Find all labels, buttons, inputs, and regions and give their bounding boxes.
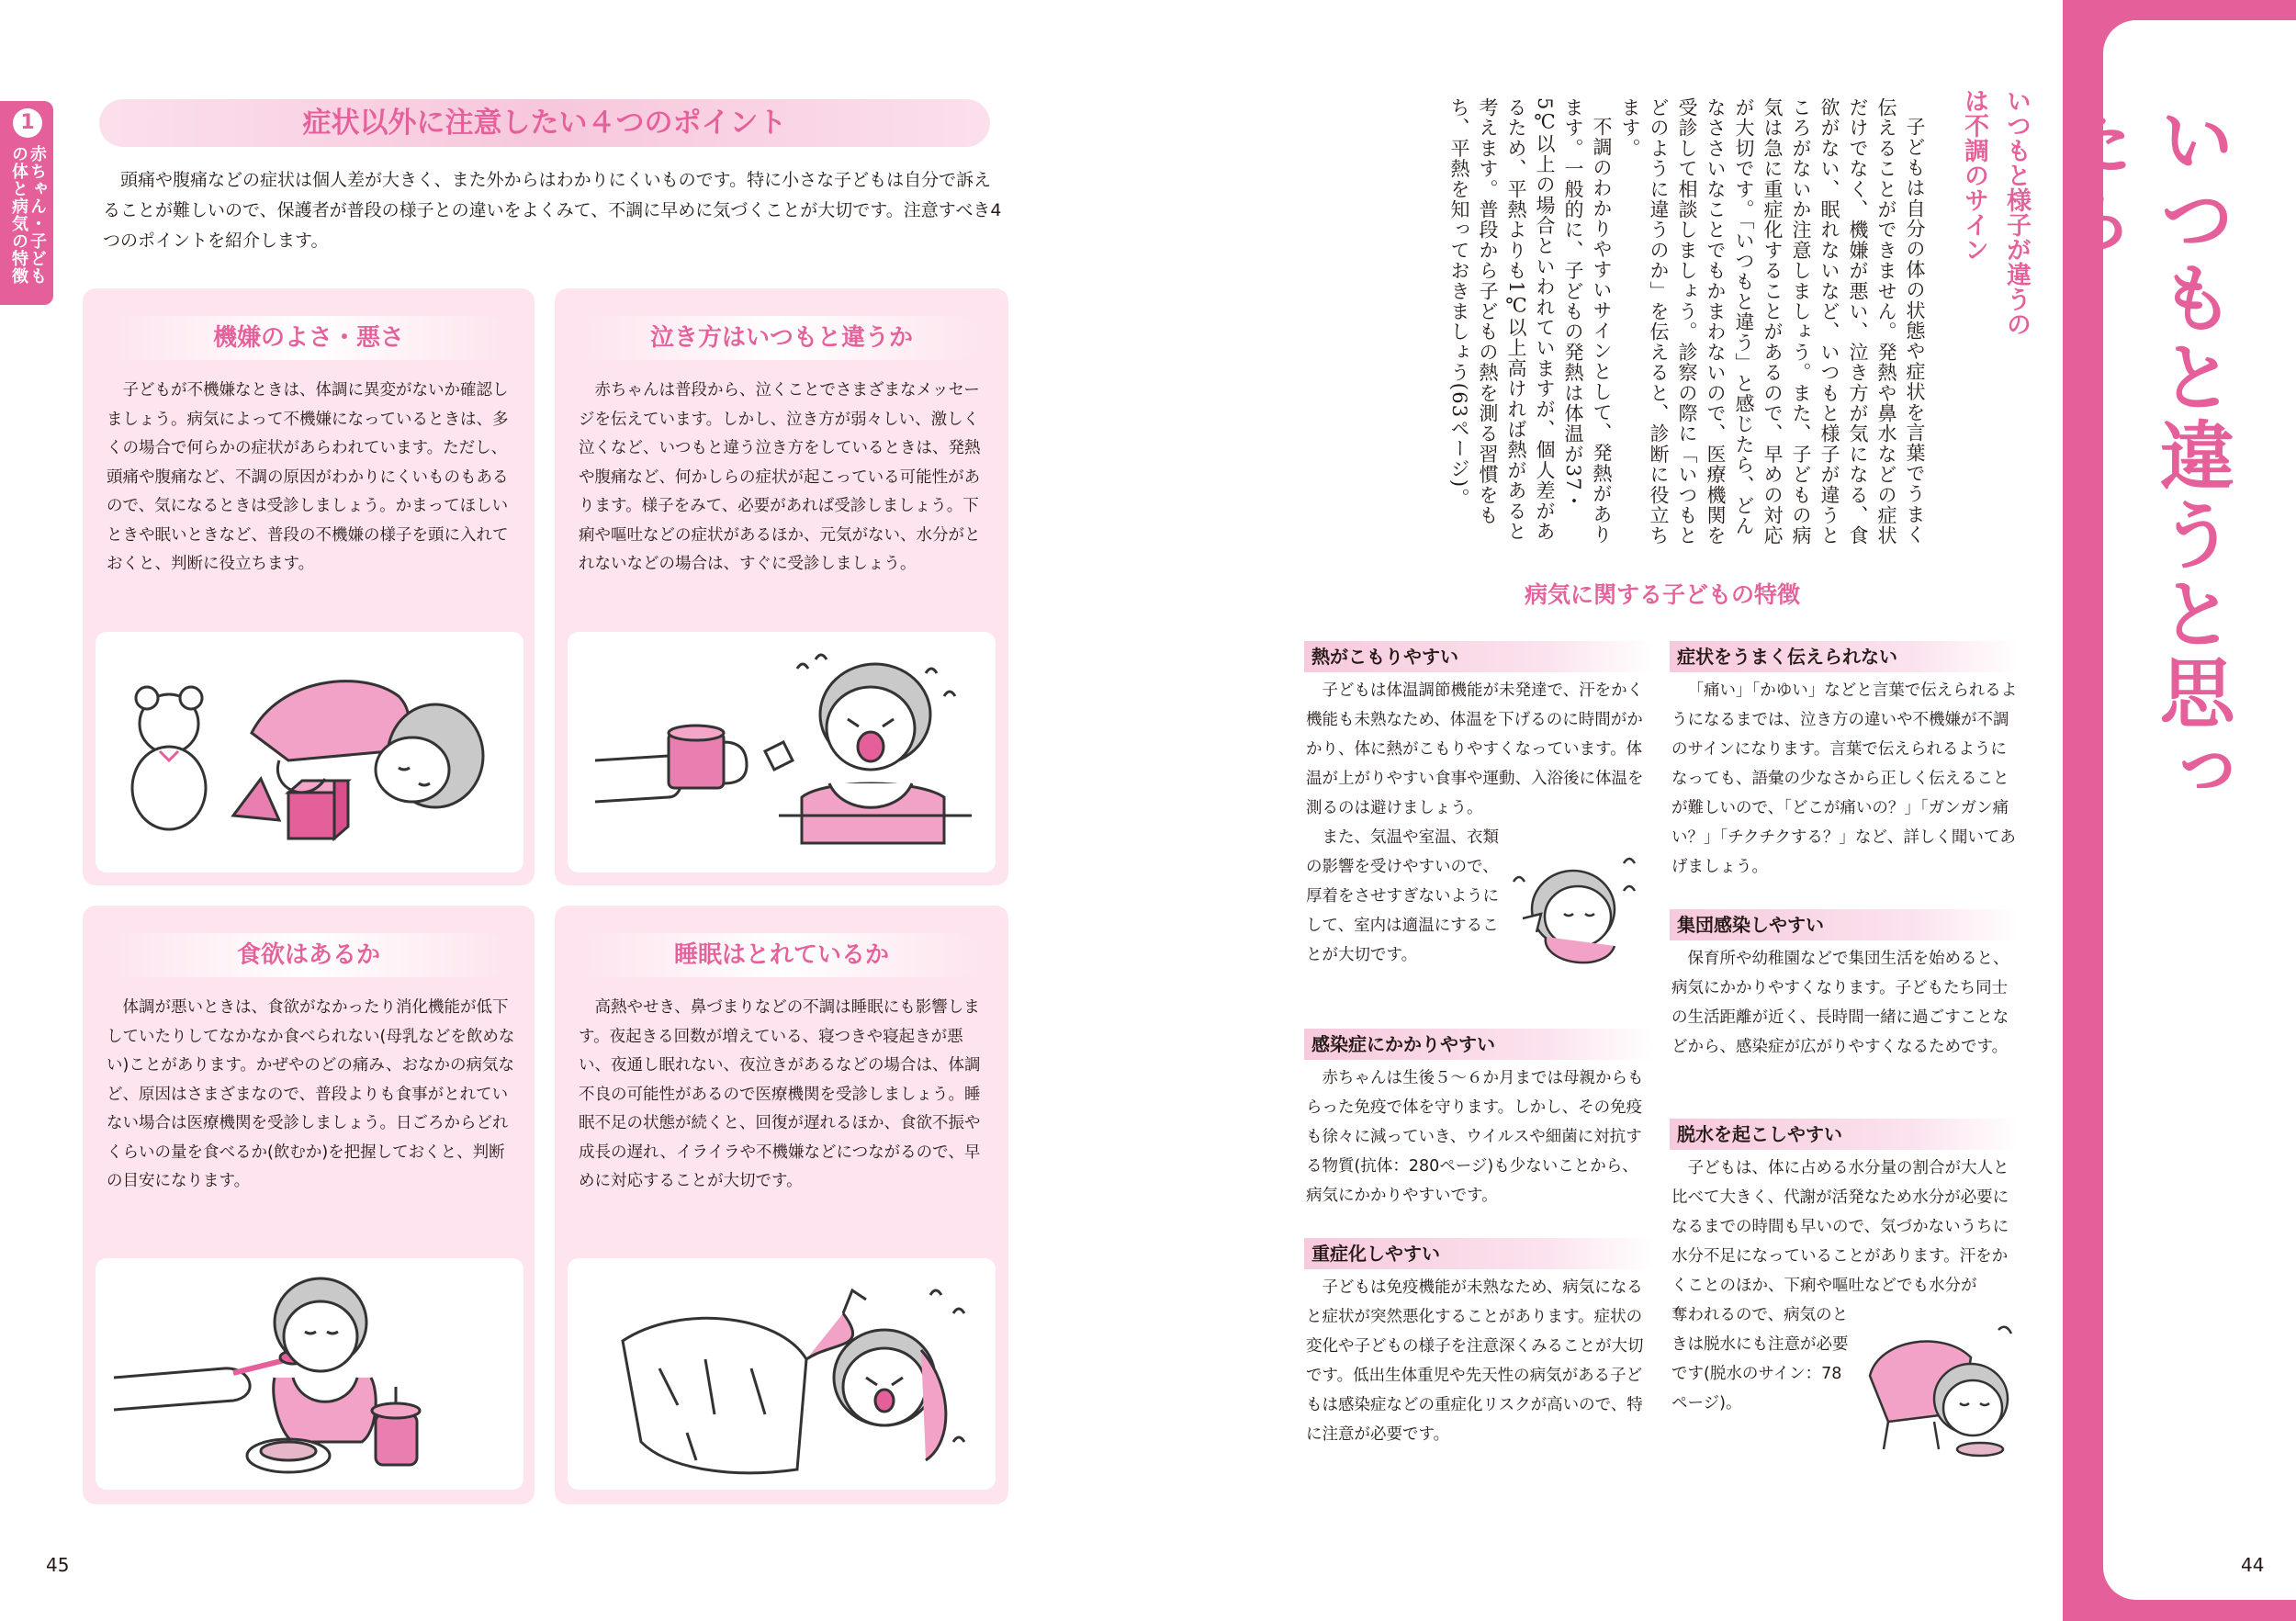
sweating-child-illustration bbox=[1504, 845, 1651, 983]
item-body-group-infection: 保育所や幼稚園などで集団生活を始めると、病気にかかりやすくなります。子どもたち同士の生活距離が近く、長時間一緒に過ごすことなどから、感染症が広がりやすくなるためです。 bbox=[1671, 950, 2009, 1056]
illustration-hot-child bbox=[1504, 845, 1651, 983]
point-title-mood: 機嫌のよさ・悪さ bbox=[110, 316, 507, 360]
characteristics-title: 病気に関する子どもの特徴 bbox=[1524, 581, 1800, 608]
item-title-heat: 熱がこもりやすい bbox=[1304, 641, 1653, 672]
item-body-dehydration-2: 奪われるので、病気のときは脱水にも注意が必要です(脱水のサイン：78ページ)。 bbox=[1671, 1306, 1849, 1413]
illustration-sleepy-baby bbox=[96, 632, 523, 872]
item-body-severity: 子どもは免疫機能が未熟なため、病気になると症状が突然悪化することがあります。症状の変化や子どもの様子を注意深くみることが大切です。低出生体重児や先天性の病気がある子どもは感染症などの重症化リスクが高いので、特に注意が必要です。 bbox=[1306, 1278, 1644, 1444]
point-title-appetite: 食欲はあるか bbox=[110, 933, 507, 977]
section-heading: いつもと様子が違うのは不調のサイン bbox=[1960, 88, 2031, 336]
item-body-heat: 子どもは体温調節機能が未発達で、汗をかく機能も未熟なため、体温を下げるのに時間がかかり、体に熱がこもりやすくなっています。体温が上がりやすい食事や運動、入浴後に体温を測るのは避けましょう。 bbox=[1306, 681, 1644, 817]
chapter-tab-label: 赤ちゃん・子どもの体と病気の特徴 bbox=[9, 145, 47, 285]
illustration-vomiting-child bbox=[1851, 1311, 2026, 1468]
item-body-dehydration: 子どもは、体に占める水分量の割合が大人と比べて大きく、代謝が活発なため水分が必要になるまでの時間も早いので、気づかないうちに水分不足になっていることがあります。汗をかくことのほか、下痢や嘔吐などでも水分が bbox=[1671, 1159, 2009, 1295]
point-body-appetite: 体調が悪いときは、食欲がなかったり消化機能が低下していたりしてなかなか食べられない(母乳などを飲めない)ことがあります。かぜやのどの痛み、おなかの病気など、原因はさまざまなので、普段よりも食事がとれていない場合は医療機関を受診しましょう。日ごろからどれくらいの量を食べるか(飲むか)を把握しておくと、判断の目安になります。 bbox=[107, 998, 515, 1190]
point-title-crying: 泣き方はいつもと違うか bbox=[582, 316, 981, 360]
item-title-communication: 症状をうまく伝えられない bbox=[1670, 641, 2019, 672]
crouching-baby-teddy-illustration bbox=[96, 632, 523, 872]
body-paragraph-1: 子どもは自分の体の状態や症状を言葉でうまく伝えることができません。発熱や鼻水などの症状だけでなく、機嫌が悪い、泣き方が気になる、食欲がない、眠れないなど、いつもと様子が違うところがないか注意しましょう。また、子どもの病気は急に重症化することがあるので、早めの対応が大切です。「いつもと違う」と感じたら、どんなささいなことでもかまわないので、医療機関を受診して相談しましょう。診察の際に「いつもとどのように違うのか」を伝えると、診断に役立ちます。 bbox=[1619, 97, 1926, 546]
item-title-group-infection: 集団感染しやすい bbox=[1670, 909, 2019, 940]
page-number-left: 45 bbox=[46, 1554, 70, 1576]
item-title-infection: 感染症にかかりやすい bbox=[1304, 1029, 1653, 1060]
item-body-infection: 赤ちゃんは生後５～６か月までは母親からもらった免疫で体を守ります。しかし、その免疫も徐々に減っていき、ウイルスや細菌に対抗する物質(抗体：280ページ)も少ないことから、病気にかかりやすいです。 bbox=[1306, 1069, 1644, 1205]
vertical-body-text bbox=[1286, 97, 1929, 547]
intro-paragraph: 頭痛や腹痛などの症状は個人差が大きく、また外からはわかりにくいものです。特に小さな子どもは自分で訴えることが難しいので、保護者が普段の様子との違いをよくみて、不調に早めに気づくことが大切です。注意すべき4つのポイントを紹介します。 bbox=[103, 170, 1002, 251]
crying-baby-in-bed-illustration bbox=[568, 1258, 996, 1490]
body-paragraph-2: 不調のわかりやすいサインとして、発熱があります。一般的に、子どもの発熱は体温が37・5℃以上の場合といわれていますが、個人差があるため、平熱よりも1℃以上高ければ熱があると考えます。普段から子どもの熱を測る習慣をもち、平熱を知っておきましょう(63ページ)。 bbox=[1448, 97, 1613, 546]
item-body-communication: 「痛い」「かゆい」などと言葉で伝えられるようになるまでは、泣き方の違いや不機嫌が不調のサインになります。言葉で伝えられるようになっても、語彙の少なさから正しく伝えることが難しいので、「どこが痛いの？」「ガンガン痛い？」「チクチクする？」など、詳しく聞いてあげましょう。 bbox=[1671, 681, 2018, 876]
crying-baby-highchair-illustration bbox=[568, 632, 996, 872]
item-body-heat-2: また、気温や室温、衣類の影響を受けやすいので、厚着をさせすぎないようにして、室内は適温にすることが大切です。 bbox=[1306, 828, 1499, 964]
illustration-feeding-baby bbox=[96, 1258, 523, 1490]
point-body-crying: 赤ちゃんは普段から、泣くことでさまざまなメッセージを伝えています。しかし、泣き方が弱々しい、激しく泣くなど、いつもと違う泣き方をしているときは、発熱や腹痛など、何かしらの症状が起こっている可能性があります。様子をみて、必要があれば受診しましょう。下痢や嘔吐などの症状があるほか、元気がない、水分がとれないなどの場合は、すぐに受診しましょう。 bbox=[579, 381, 981, 573]
item-title-dehydration: 脱水を起こしやすい bbox=[1670, 1119, 2019, 1150]
point-title-sleep: 睡眠はとれているか bbox=[582, 933, 981, 977]
point-body-mood: 子どもが不機嫌なときは、体調に異変がないか確認しましょう。病気によって不機嫌になっているときは、多くの場合で何らかの症状があらわれています。ただし、頭痛や腹痛など、不調の原因がわかりにくいものもあるので、気になるときは受診しましょう。かまってほしいときや眠いときなど、普段の不機嫌の様子を頭に入れておくと、判断に役立ちます。 bbox=[107, 381, 509, 573]
chapter-number-badge: 1 bbox=[13, 108, 42, 138]
page-number-right: 44 bbox=[2241, 1554, 2265, 1576]
crawling-sick-child-illustration bbox=[1851, 1311, 2026, 1468]
item-title-severity: 重症化しやすい bbox=[1304, 1238, 1653, 1269]
page-title: いつもと違うと思ったら bbox=[2046, 101, 2234, 812]
point-body-sleep: 高熱やせき、鼻づまりなどの不調は睡眠にも影響します。夜起きる回数が増えている、寝つきや寝起きが悪い、夜通し眠れない、夜泣きがあるなどの場合は、体調不良の可能性があるので医療機関を受診しましょう。睡眠不足の状態が続くと、回復が遅れるほか、食欲不振や成長の遅れ、イライラや不機嫌などにつながるので、早めに対応することが大切です。 bbox=[579, 998, 981, 1190]
baby-refusing-food-illustration bbox=[96, 1258, 523, 1490]
illustration-crying-baby bbox=[568, 632, 996, 872]
illustration-sleepless-baby bbox=[568, 1258, 996, 1490]
section-title: 症状以外に注意したい４つのポイント bbox=[302, 107, 787, 140]
